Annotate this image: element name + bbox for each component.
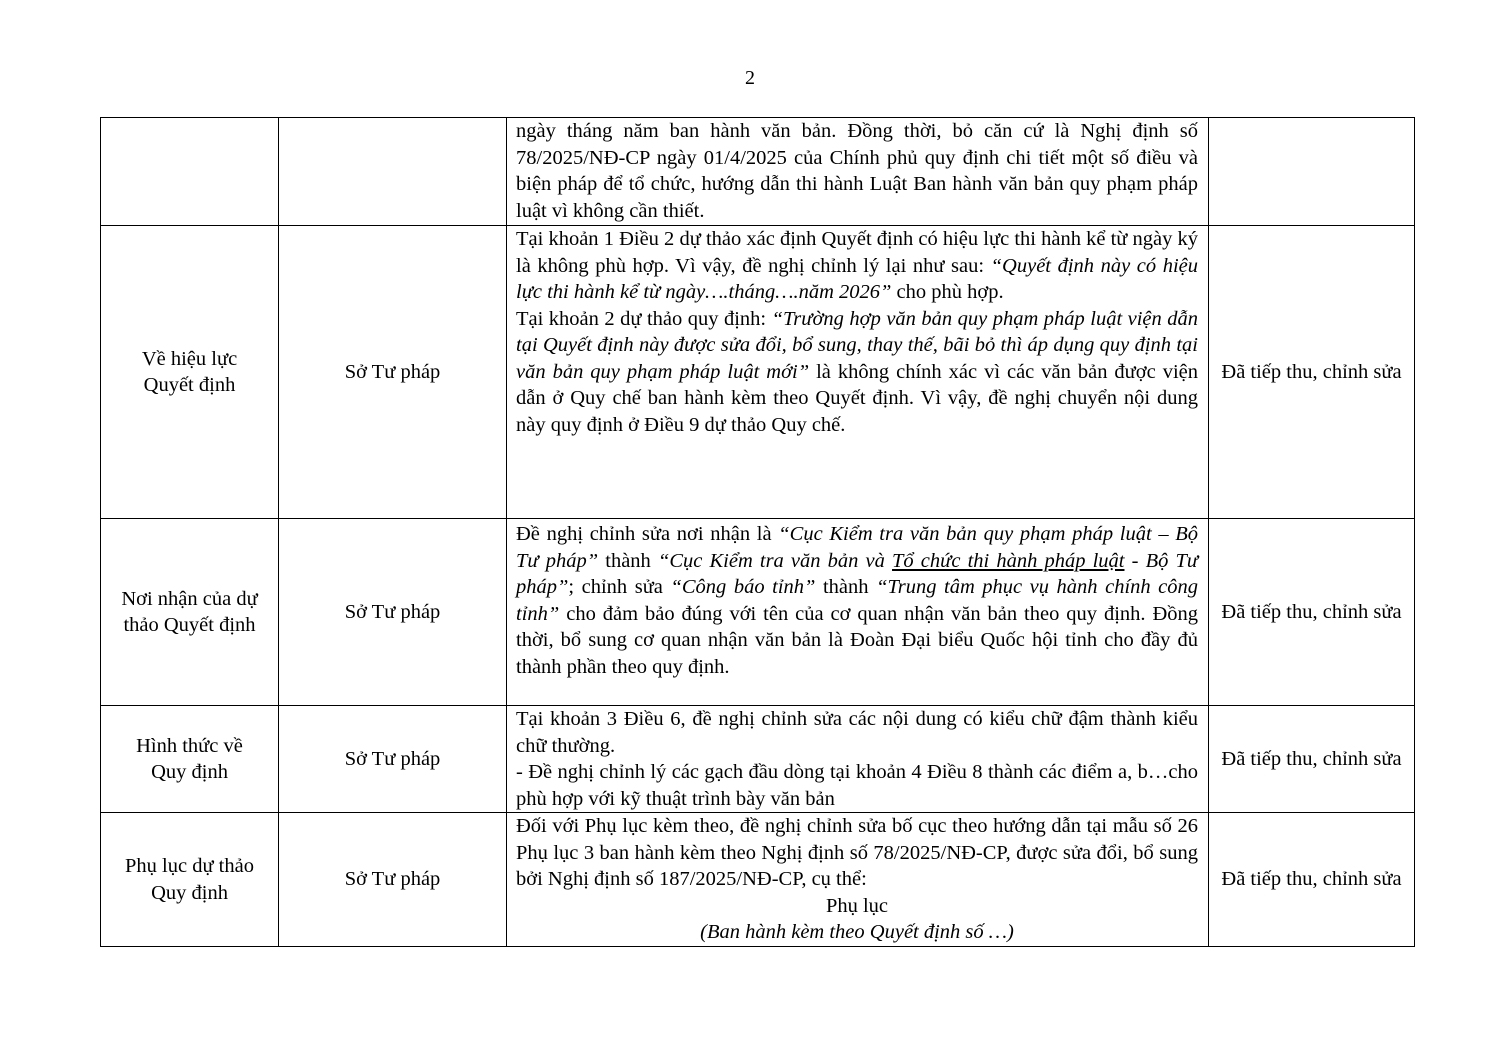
agency-cell: Sở Tư pháp	[279, 226, 507, 519]
topic-line: thảo Quyết định	[123, 614, 256, 636]
content-paragraph: ngày tháng năm ban hành văn bản. Đồng thời, bỏ căn cứ là Nghị định số 78/2025/NĐ-CP ngày 01/4/2025 của Chính phủ quy định chi tiết một số điều và biện pháp để tổ chức, hướng dẫn thi hành Luật Ban hành văn bản quy phạm pháp luật vì không cần thiết.	[516, 120, 1198, 222]
quoted-text: “Cục Kiểm tra văn bản và	[657, 549, 885, 572]
agency-cell	[279, 118, 507, 226]
result-cell	[1209, 118, 1415, 226]
content-text: cho đảm bảo đúng với tên của cơ quan nhận văn bản theo quy định. Đồng thời, bổ sung cơ quan nhận văn bản là Đoàn Đại biểu Quốc hội tỉnh cho đầy đủ thành phần theo quy định.	[516, 602, 1198, 678]
topic-line: Hình thức về	[136, 734, 243, 757]
topic-line: Phụ lục dự thảo	[125, 855, 254, 877]
topic-cell	[101, 519, 279, 706]
underlined-quoted-text: Tổ chức thi hành pháp luật	[892, 549, 1125, 572]
content-cell	[507, 813, 1209, 947]
topic-line: Về hiệu lực	[141, 347, 238, 370]
topic-line: Nơi nhận của dự	[121, 587, 258, 610]
quoted-text: “Trường hợp văn bản quy phạm pháp luật viện dẫn tại Quyết định này được sửa đổi, bổ sung, thay thế, bãi bỏ thì áp dụng quy định tại văn bản quy phạm pháp luật mới”	[516, 307, 1199, 383]
content-cell	[507, 706, 1209, 813]
table-row	[101, 813, 1415, 947]
topic-cell	[101, 813, 279, 947]
quoted-text: “Trung tâm phục vụ hành chính công tỉnh”	[516, 576, 1199, 625]
result-cell: Đã tiếp thu, chỉnh sửa	[1209, 519, 1415, 706]
table-row	[101, 519, 1415, 706]
quoted-text: “Quyết định này có hiệu lực thi hành kể từ ngày….tháng….năm 2026”	[516, 254, 1198, 303]
topic-line: Quyết định	[143, 374, 236, 396]
content-text: thành	[822, 576, 869, 598]
content-text: là không chính xác vì các văn bản được viện dẫn ở Quy chế ban hành kèm theo Quyết định. Vì vậy, đề nghị chuyển nội dung này quy định ở Điều 9 dự thảo Quy chế.	[516, 360, 1198, 436]
topic-line: Quy định	[151, 881, 228, 904]
topic-line: Quy định	[151, 761, 228, 783]
content-text: Tại khoản 2 dự thảo quy định:	[516, 307, 767, 330]
content-paragraph	[516, 226, 1198, 306]
topic-cell	[101, 118, 279, 226]
content-text: thành	[605, 549, 651, 572]
result-cell: Đã tiếp thu, chỉnh sửa	[1209, 813, 1415, 947]
agency-cell: Sở Tư pháp	[279, 706, 507, 813]
content-text: Đề nghị chỉnh sửa nơi nhận là	[516, 523, 772, 545]
content-cell	[507, 118, 1209, 226]
result-cell: Đã tiếp thu, chỉnh sửa	[1209, 706, 1415, 813]
content-text: Tại khoản 1 Điều 2 dự thảo xác định Quyết định có hiệu lực thi hành kể từ ngày ký là không phù hợp. Vì vậy, đề nghị chỉnh lý lại như sau:	[516, 228, 1198, 277]
topic-cell	[101, 706, 279, 813]
agency-cell: Sở Tư pháp	[279, 519, 507, 706]
appendix-subheading: (Ban hành kèm theo Quyết định số …)	[700, 921, 1014, 943]
appendix-heading: Phụ lục	[825, 894, 889, 917]
quoted-text: “Cục Kiểm tra văn bản quy phạm pháp luật – Bộ Tư pháp”	[516, 523, 1199, 572]
page-number: 2	[745, 67, 755, 89]
content-cell	[507, 519, 1209, 706]
content-paragraph: Đối với Phụ lục kèm theo, đề nghị chỉnh sửa bố cục theo hướng dẫn tại mẫu số 26 Phụ lục 3 ban hành kèm theo Nghị định số 78/2025/NĐ-CP, được sửa đổi, bổ sung bởi Nghị định số 187/2025/NĐ-CP, cụ thể:	[516, 815, 1198, 890]
content-text: ; chỉnh sửa	[568, 576, 663, 598]
table-row	[101, 226, 1415, 519]
feedback-table	[100, 117, 1415, 947]
content-text: cho phù hợp.	[896, 281, 1004, 303]
result-cell: Đã tiếp thu, chỉnh sửa	[1209, 226, 1415, 519]
table-row	[101, 118, 1415, 226]
quoted-text: “Công báo tỉnh”	[670, 576, 816, 598]
content-paragraph: Tại khoản 3 Điều 6, đề nghị chỉnh sửa các nội dung có kiểu chữ đậm thành kiểu chữ thường.	[516, 708, 1198, 757]
content-paragraph	[516, 519, 1198, 680]
content-paragraph	[516, 306, 1198, 439]
content-paragraph: - Đề nghị chỉnh lý các gạch đầu dòng tại khoản 4 Điều 8 thành các điểm a, b…cho phù hợp với kỹ thuật trình bày văn bản	[516, 761, 1198, 810]
topic-cell	[101, 226, 279, 519]
agency-cell: Sở Tư pháp	[279, 813, 507, 947]
quoted-text: - Bộ Tư pháp”	[516, 549, 1199, 598]
table-row	[101, 706, 1415, 813]
content-cell	[507, 226, 1209, 519]
